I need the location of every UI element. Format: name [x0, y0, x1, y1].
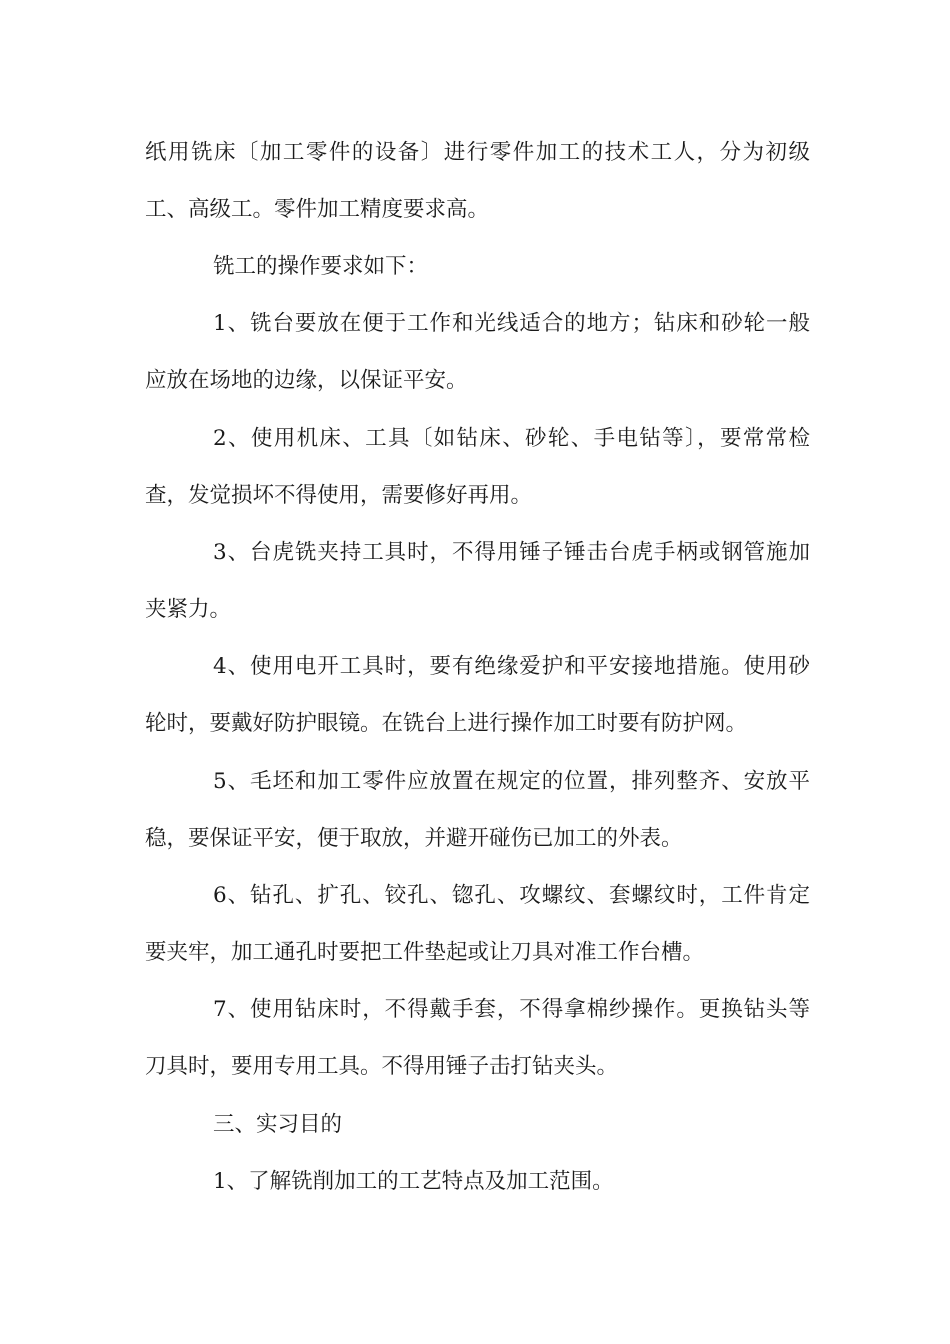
- text-line: 工、高级工。零件加工精度要求高。: [145, 197, 490, 222]
- text-line: 夹紧力。: [145, 597, 232, 622]
- text-line: 应放在场地的边缘，以保证平安。: [145, 368, 468, 393]
- section-heading: 三、实习目的: [213, 1112, 343, 1137]
- text-line: 铣工的操作要求如下：: [213, 254, 429, 279]
- text-line: 1、铣台要放在便于工作和光线适合的地方；钻床和砂轮一般: [213, 311, 810, 336]
- text-line: 5、毛坯和加工零件应放置在规定的位置，排列整齐、安放平: [213, 769, 810, 794]
- text-line: 7、使用钻床时，不得戴手套，不得拿棉纱操作。更换钻头等: [213, 997, 810, 1022]
- text-line: 刀具时，要用专用工具。不得用锤子击打钻夹头。: [145, 1054, 619, 1079]
- text-line: 6、钻孔、扩孔、铰孔、锪孔、攻螺纹、套螺纹时，工件肯定: [213, 883, 810, 908]
- text-line: 查，发觉损坏不得使用，需要修好再用。: [145, 483, 533, 508]
- text-line: 4、使用电开工具时，要有绝缘爱护和平安接地措施。使用砂: [213, 654, 810, 679]
- text-line: 3、台虎铣夹持工具时，不得用锤子锤击台虎手柄或钢管施加: [213, 540, 810, 565]
- text-line: 轮时，要戴好防护眼镜。在铣台上进行操作加工时要有防护网。: [145, 711, 748, 736]
- text-line: 要夹牢，加工通孔时要把工件垫起或让刀具对准工作台槽。: [145, 940, 705, 965]
- text-line: 2、使用机床、工具〔如钻床、砂轮、手电钻等〕，要常常检: [213, 426, 810, 451]
- text-line: 稳，要保证平安，便于取放，并避开碰伤已加工的外表。: [145, 826, 683, 851]
- text-line: 纸用铣床〔加工零件的设备〕进行零件加工的技术工人，分为初级: [145, 140, 810, 165]
- text-line: 1、了解铣削加工的工艺特点及加工范围。: [213, 1169, 614, 1194]
